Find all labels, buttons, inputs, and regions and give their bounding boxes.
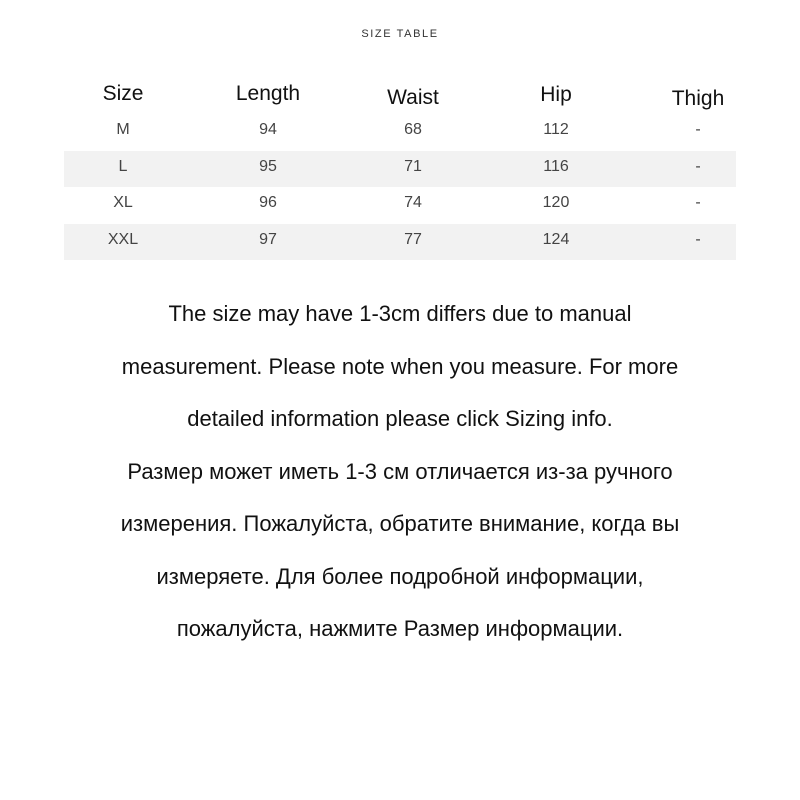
size-table bbox=[64, 78, 736, 260]
note-line: measurement. Please note when you measure. For more bbox=[121, 353, 679, 379]
size-table-title: SIZE TABLE bbox=[361, 28, 439, 40]
cell-length: 94 bbox=[259, 121, 277, 138]
cell-size: XXL bbox=[107, 230, 139, 248]
cell-hip: 120 bbox=[542, 194, 570, 211]
cell-length: 97 bbox=[259, 230, 277, 248]
cell-thigh: - bbox=[695, 194, 701, 211]
size-notes bbox=[60, 290, 740, 658]
header-waist: Waist bbox=[387, 86, 439, 109]
note-line: Размер может иметь 1-3 см отличается из-за ручного bbox=[127, 458, 673, 484]
cell-size: XL bbox=[113, 194, 133, 211]
cell-thigh: - bbox=[695, 157, 701, 175]
cell-waist: 71 bbox=[404, 157, 422, 175]
cell-waist: 77 bbox=[404, 230, 422, 248]
header-length: Length bbox=[235, 82, 301, 105]
note-line: измерения. Пожалуйста, обратите внимание, когда вы bbox=[120, 511, 680, 536]
cell-length: 96 bbox=[259, 194, 277, 211]
cell-length: 95 bbox=[259, 157, 277, 175]
note-line: The size may have 1-3cm differs due to manual bbox=[168, 301, 632, 326]
cell-size: M bbox=[116, 121, 130, 138]
cell-hip: 124 bbox=[542, 230, 570, 248]
cell-thigh: - bbox=[695, 121, 701, 138]
table-header-row bbox=[64, 78, 736, 114]
header-hip: Hip bbox=[540, 83, 572, 106]
table-row bbox=[64, 114, 736, 151]
cell-size: L bbox=[118, 157, 128, 175]
cell-thigh: - bbox=[695, 230, 701, 248]
header-thigh: Thigh bbox=[671, 87, 725, 110]
cell-hip: 116 bbox=[543, 157, 569, 175]
cell-waist: 74 bbox=[404, 194, 422, 211]
cell-waist: 68 bbox=[404, 121, 422, 138]
note-line: измеряете. Для более подробной информации, bbox=[156, 563, 644, 589]
cell-hip: 112 bbox=[543, 121, 569, 138]
table-row bbox=[64, 224, 736, 261]
header-size: Size bbox=[102, 82, 144, 105]
table-row bbox=[64, 151, 736, 188]
table-row bbox=[64, 187, 736, 224]
note-line: пожалуйста, нажмите Размер информации. bbox=[176, 616, 624, 641]
note-line: detailed information please click Sizing info. bbox=[187, 406, 613, 431]
